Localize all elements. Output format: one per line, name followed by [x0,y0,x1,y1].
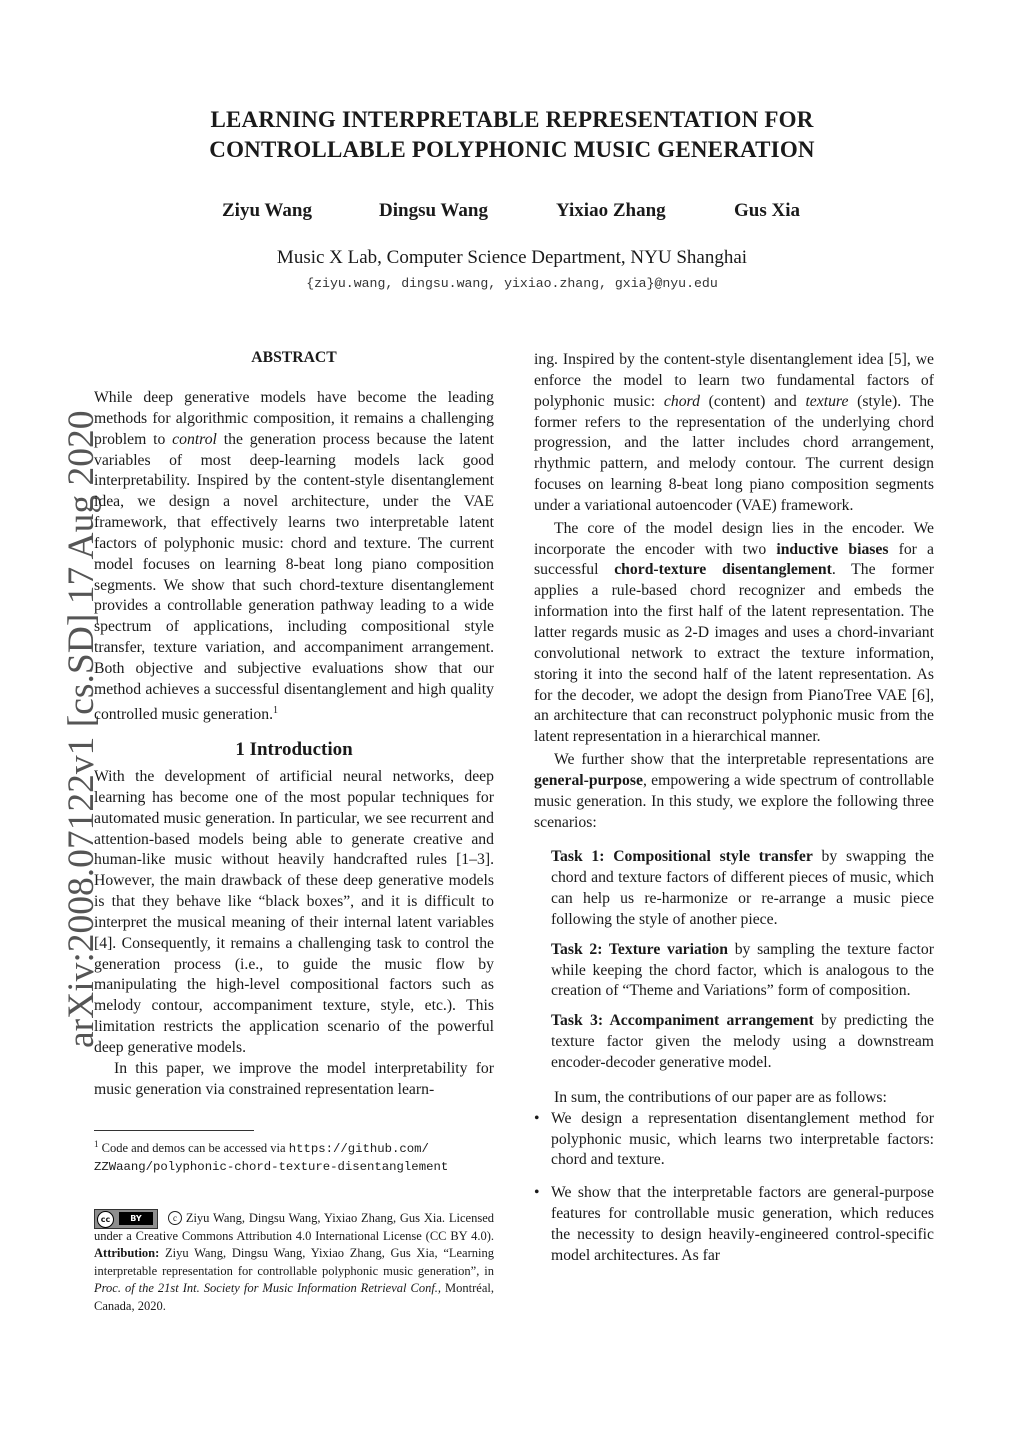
footnote-url-part-1[interactable]: https://github.com/ [288,1142,429,1157]
contributions-intro: In sum, the contributions of our paper are as follows: [554,1088,887,1106]
license-text-2: Ziyu Wang, Dingsu Wang, Yixiao Zhang, Gus Xia, “Learning interpretable representation for controllable polyphonic music generation”, in [94,1246,494,1278]
introduction-body [94,767,494,1101]
license-text-1: Ziyu Wang, Dingsu Wang, Yixiao Zhang, Gus Xia. Licensed under a Creative Commons Attribution 4.0 International License (CC BY 4.0). [94,1211,494,1243]
contribution-bullet-1: • We design a representation disentanglement method for polyphonic music, which learns two interpretable factors: chord and texture. [534,1109,934,1169]
license-text-3: Montréal, Canada, 2020. [94,1281,494,1313]
footnote-rule [94,1130,254,1131]
author-2: Dingsu Wang [379,200,488,221]
license-statement [94,1210,494,1315]
footnote [94,1136,494,1176]
footnote-text: Code and demos can be accessed via [98,1141,289,1156]
abstract-text-2: the generation process because the latent variables of most deep-learning models lack good interpretability. Inspired by the content-style disentanglement idea, we design a novel architecture, under the VAE framework, that effectively learns two interpretable latent factors of polyphonic music: chord and texture. The current model focuses on learning 8-beat long piano composition segments. We show that such chord-texture disentanglement provides a controllable generation pathway leading to a wide spectrum of applications, including compositional style transfer, texture variation, and accompaniment arrangement. Both objective and subjective evaluations show that our method achieves a successful disentanglement and high quality controlled music generation. [94,430,495,723]
abstract-footnote-mark[interactable]: 1 [273,704,279,716]
author-emails: {ziyu.wang, dingsu.wang, yixiao.zhang, gxia}@nyu.edu [306,276,718,291]
author-3: Yixiao Zhang [556,200,666,221]
introduction-heading: 1 Introduction [235,739,353,760]
arxiv-sidebar [61,410,102,1049]
paper-title-line-1: LEARNING INTERPRETABLE REPRESENTATION FOR [210,107,814,132]
right-paragraph-3: We further show that the interpretable representations are general-purpose, empowering a wide spectrum of controllable music generation. In this study, we explore the following three scenarios: [534,751,934,831]
footnote-mark: 1 [94,1139,99,1149]
right-paragraph-1: ing. Inspired by the content-style disentanglement idea [5], we enforce the model to learn two fundamental factors of polyphonic music: chord (content) and texture (style). The former refers to the representation of the underlying chord progression, and the latter includes chord arrangement, rhythmic pattern, and melody contour. The current design focuses on learning 8-beat long piano composition segments under a variational autoencoder (VAE) framework. [534,351,935,514]
task-1: Task 1: Compositional style transfer by swapping the chord and texture factors of different pieces of music, which can help us re-harmonize or re-arrange a music piece following the style of another piece. [551,848,935,928]
right-column [534,350,934,1267]
author-1: Ziyu Wang [222,200,312,221]
affiliation: Music X Lab, Computer Science Department, NYU Shanghai [276,247,748,268]
footnote-url-part-2[interactable]: ZZWaang/polyphonic-chord-texture-disentanglement [94,1160,449,1175]
abstract-text-1: While deep generative models have become the leading methods for algorithmic composition, it remains a challenging problem to [94,389,494,448]
abstract-text-control: control [172,430,217,448]
task-3: Task 3: Accompaniment arrangement by predicting the texture factor given the melody using a downstream encoder-decoder generative model. [551,1012,934,1071]
task-2: Task 2: Texture variation by sampling the texture factor while keeping the chord factor, which is analogous to the creation of “Theme and Variations” form of composition. [551,940,934,1000]
contribution-bullet-2: • We show that the interpretable factors are general-purpose features for controllable music generation, which reduces the necessity to design heavily-engineered control-specific model architectures. As far [534,1184,934,1264]
copyright-symbol: c [168,1211,182,1225]
paper-title-line-2: CONTROLLABLE POLYPHONIC MUSIC GENERATION [209,137,815,162]
proceedings-name: Proc. of the 21st Int. Society for Music Information Retrieval Conf., [94,1281,442,1295]
attribution-label: Attribution: [94,1246,160,1260]
creative-commons-icon: cc [97,1211,114,1228]
by-attribution-icon: BY [119,1212,153,1225]
intro-paragraph-1: With the development of artificial neural networks, deep learning has become one of the most popular techniques for automated music generation. In particular, we see recurrent and attention-based models being able to generate creative and human-like music without heavily handcrafted rules [1–3]. However, the main drawback of these deep generative models is that they behave like “black boxes”, and it is difficult to interpret the musical meaning of their internal latent variables [4]. Consequently, it remains a challenging task to control the generation process (i.e., to guide the music flow by manipulating the high-level compositional factors such as melody contour, accompaniment texture, style, etc.). This limitation restricts the application scenario of the powerful deep generative models. [94,768,494,1056]
abstract-heading: ABSTRACT [251,349,337,366]
intro-paragraph-2: In this paper, we improve the model interpretability for music generation via constrained representation learn- [94,1059,494,1098]
author-4: Gus Xia [734,200,800,221]
abstract-body [94,388,494,726]
arxiv-identifier[interactable]: arXiv:2008.07122v1 [cs.SD] 17 Aug 2020 [61,410,102,1048]
right-paragraph-2: The core of the model design lies in the encoder. We incorporate the encoder with two inductive biases for a successful chord-texture disentanglement. The former applies a rule-based chord recognizer and embeds the information into the first half of the latent representation. The latter regards music as 2-D images and uses a chord-invariant convolutional network to extract the texture information, storing it into the second half of the latent representation. As for the decoder, we adopt the design from PianoTree VAE [6], an architecture that can reconstruct polyphonic music from the latent representation in a hierarchical manner. [534,519,934,746]
